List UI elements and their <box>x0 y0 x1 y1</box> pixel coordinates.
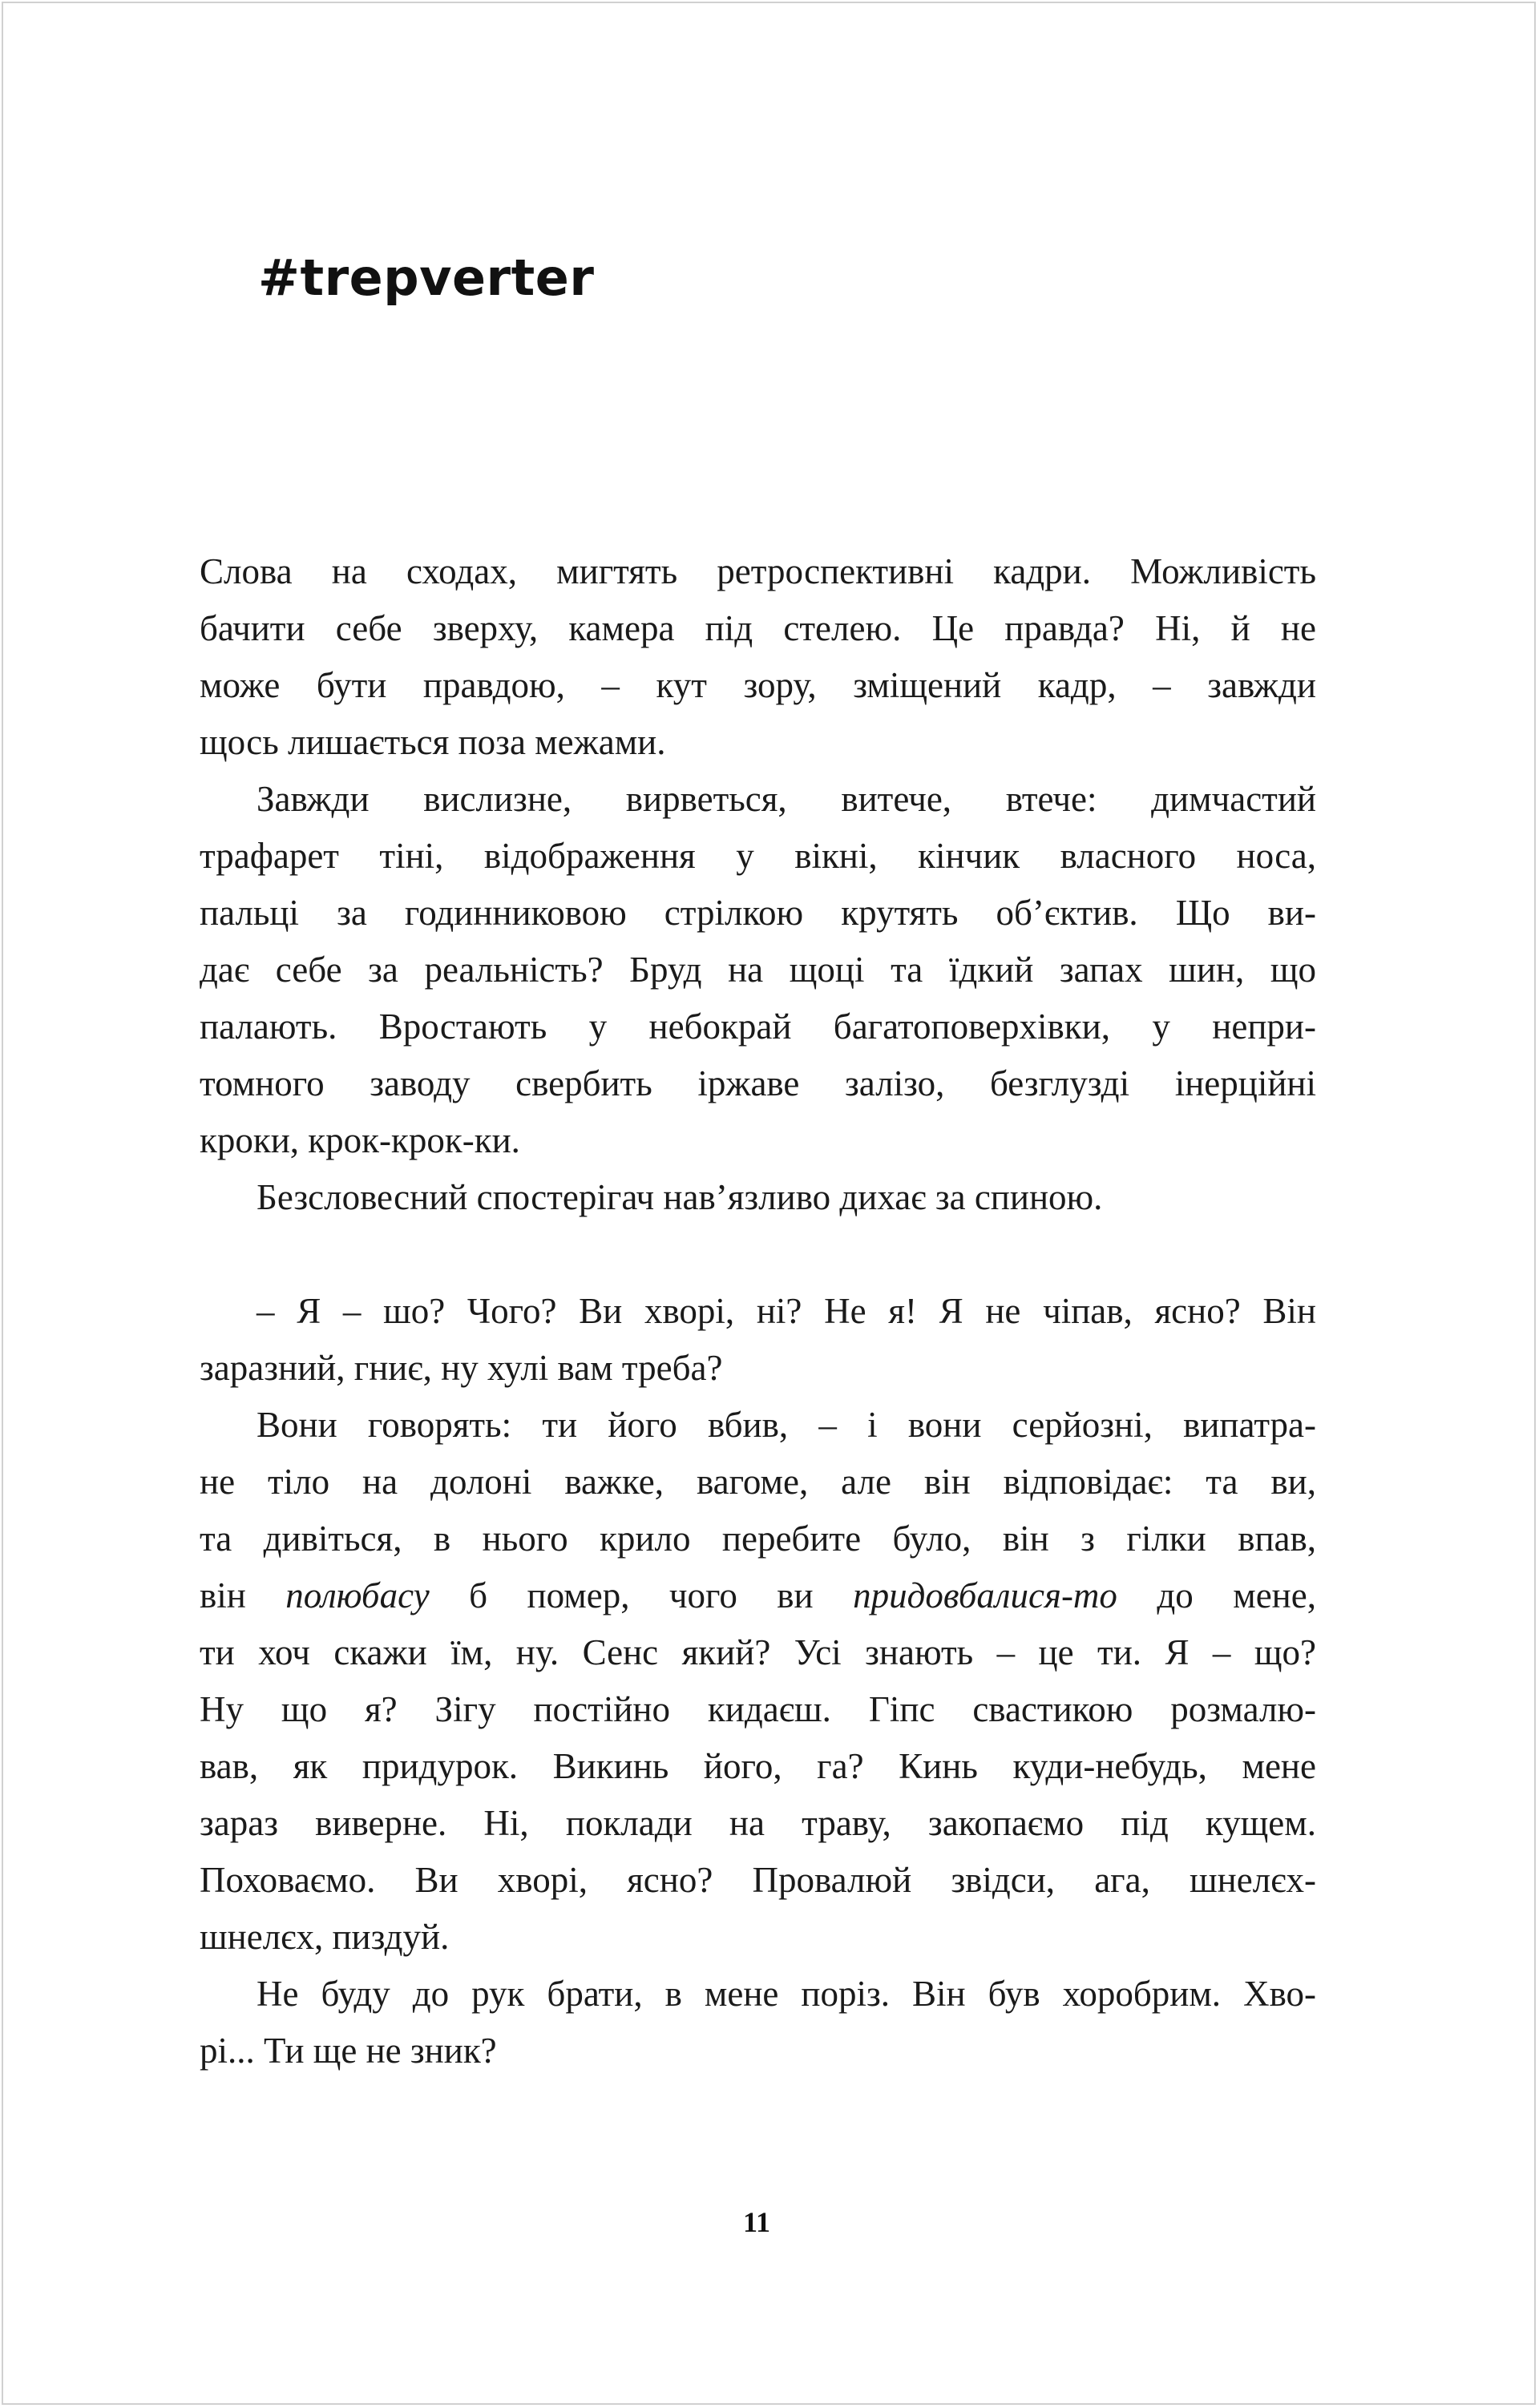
text-segment: Поховаємо. Ви хворі, ясно? Провалюй звідси, ага, шнелєх- <box>200 1860 1316 1900</box>
text-segment: ти хоч скажи їм, ну. Сенс який? Усі знають – це ти. Я – що? <box>200 1632 1316 1672</box>
text-line <box>200 665 1316 722</box>
text-segment: – Я – шо? Чого? Ви хворі, ні? Не я! Я не чіпав, ясно? Він <box>256 1291 1316 1331</box>
text-segment: б помер, чого ви <box>429 1575 854 1615</box>
text-line <box>200 1348 1316 1405</box>
text-line <box>200 1405 1316 1462</box>
paragraph-gap <box>200 1234 1316 1291</box>
text-line <box>200 1860 1316 1917</box>
text-line <box>200 893 1316 950</box>
body-text <box>200 551 1316 2087</box>
text-line <box>200 1006 1316 1063</box>
text-line <box>200 1177 1316 1234</box>
text-segment: вав, як придурок. Викинь його, га? Кинь куди-небудь, мене <box>200 1746 1316 1786</box>
text-line <box>200 2031 1316 2087</box>
text-segment: дає себе за реальність? Бруд на щоці та їдкий запах шин, що <box>200 950 1316 990</box>
text-segment: Завжди вислизне, вирветься, витече, втече: димчастий <box>256 779 1316 819</box>
text-segment: трафарет тіні, відображення у вікні, кінчик власного носа, <box>200 836 1316 876</box>
text-segment: бачити себе зверху, камера під стелею. Це правда? Ні, й не <box>200 608 1316 648</box>
text-segment: та дивіться, в нього крило перебите було, він з гілки впав, <box>200 1519 1316 1559</box>
text-line <box>200 1575 1316 1632</box>
text-line <box>200 1689 1316 1746</box>
text-line <box>200 836 1316 893</box>
text-segment: палають. Вростають у небокрай багатоповерхівки, у непри- <box>200 1006 1316 1047</box>
text-segment: Слова на сходах, мигтять ретроспективні кадри. Можливість <box>200 551 1316 591</box>
text-line <box>200 1291 1316 1348</box>
page-number: 11 <box>742 2206 770 2238</box>
text-segment: не тіло на долоні важке, вагоме, але він відповідає: та ви, <box>200 1462 1316 1502</box>
text-line <box>200 950 1316 1006</box>
text-line <box>200 722 1316 779</box>
text-line <box>200 551 1316 608</box>
text-line <box>200 608 1316 665</box>
chapter-title: #trepverter <box>258 248 595 307</box>
text-segment: Ну що я? Зігу постійно кидаєш. Гіпс свастикою розмалю- <box>200 1689 1316 1729</box>
text-segment: щось лишається поза межами. <box>200 722 666 762</box>
italic-text: придовбалися-то <box>853 1575 1117 1615</box>
text-line <box>200 1746 1316 1803</box>
text-segment: томного заводу свербить іржаве залізо, безглузді інерційні <box>200 1063 1316 1103</box>
text-segment: Вони говорять: ти його вбив, – і вони серйозні, випатра- <box>256 1405 1316 1445</box>
text-segment: рі... Ти ще не зник? <box>200 2031 497 2071</box>
italic-text: полюбасу <box>285 1575 430 1615</box>
text-line <box>200 1063 1316 1120</box>
text-segment: заразний, гниє, ну хулі вам треба? <box>200 1348 723 1388</box>
text-segment: кроки, крок-крок-ки. <box>200 1120 520 1160</box>
text-line <box>200 1462 1316 1519</box>
text-line <box>200 1519 1316 1575</box>
text-line <box>200 1632 1316 1689</box>
text-segment: Не буду до рук брати, в мене поріз. Він був хоробрим. Хво- <box>256 1974 1316 2014</box>
text-segment: він <box>200 1575 286 1615</box>
text-segment: шнелєх, пиздуй. <box>200 1917 450 1957</box>
text-line <box>200 1803 1316 1860</box>
text-line <box>200 1917 1316 1974</box>
text-segment: може бути правдою, – кут зору, зміщений кадр, – завжди <box>200 665 1316 705</box>
text-line <box>200 779 1316 836</box>
text-segment: пальці за годинниковою стрілкою крутять об’єктив. Що ви- <box>200 893 1316 933</box>
text-segment: до мене, <box>1117 1575 1316 1615</box>
text-segment: зараз виверне. Ні, поклади на траву, закопаємо під кущем. <box>200 1803 1316 1843</box>
text-segment: Безсловесний спостерігач нав’язливо дихає за спиною. <box>256 1177 1103 1217</box>
text-line <box>200 1974 1316 2031</box>
text-line <box>200 1120 1316 1177</box>
